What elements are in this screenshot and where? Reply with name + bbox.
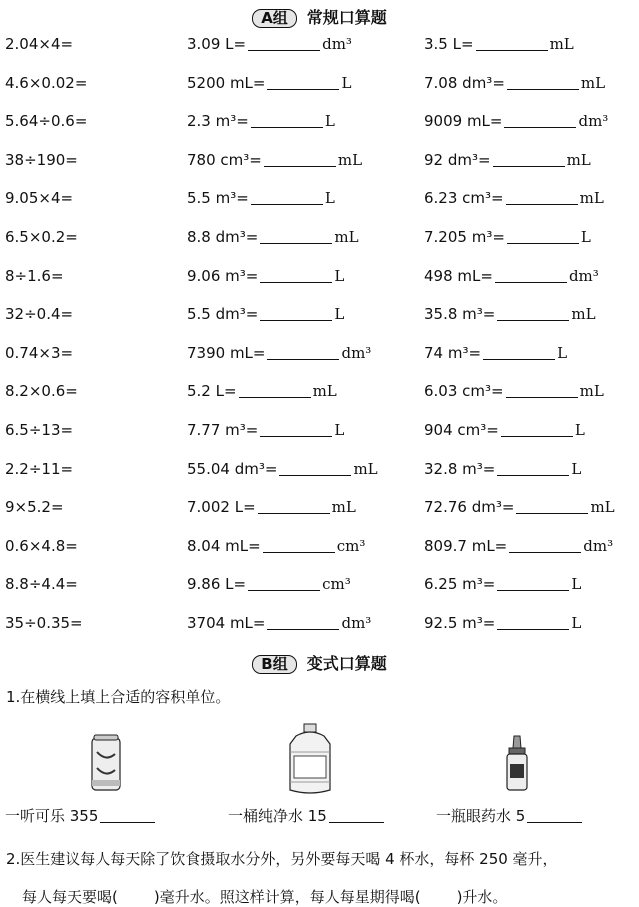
- water-label: 一桶纯净水 15: [228, 807, 327, 825]
- conversion-left: [187, 34, 352, 54]
- conversion-right: [424, 574, 581, 594]
- conversion-left-question: 5.2 L=: [187, 382, 237, 401]
- conversion-left: [187, 459, 378, 479]
- conversion-left-blank[interactable]: [267, 613, 339, 630]
- q2-part-b: )毫升水。照这样计算，每人每星期得喝(: [153, 888, 421, 906]
- exercise-row: [0, 302, 639, 341]
- conversion-left: [187, 420, 344, 440]
- exercise-row: [0, 71, 639, 110]
- conversion-left-question: 9.86 L=: [187, 575, 247, 594]
- conversion-left-blank[interactable]: [248, 34, 320, 51]
- conversion-right: [424, 227, 591, 247]
- exercise-row: [0, 32, 639, 71]
- conversion-left-blank[interactable]: [263, 536, 335, 553]
- cola-answer-blank[interactable]: [100, 806, 155, 823]
- conversion-left-blank[interactable]: [260, 266, 332, 283]
- conversion-left-unit: L: [341, 73, 352, 92]
- conversion-left: [187, 536, 365, 556]
- group-b-title: 变式口算题: [306, 654, 387, 673]
- conversion-right-blank[interactable]: [483, 343, 555, 360]
- conversion-right-blank[interactable]: [501, 420, 573, 437]
- conversion-right-blank[interactable]: [497, 613, 569, 630]
- conversion-left-unit: dm³: [322, 35, 352, 53]
- conversion-left: [187, 266, 344, 286]
- conversion-right-question: 498 mL=: [424, 266, 493, 285]
- conversion-right: [424, 459, 581, 479]
- conversion-right-blank[interactable]: [509, 536, 581, 553]
- conversion-right-unit: mL: [590, 498, 615, 517]
- conversion-right-blank[interactable]: [507, 73, 579, 90]
- conversion-left-blank[interactable]: [239, 381, 311, 398]
- conversion-right-question: 809.7 mL=: [424, 536, 508, 555]
- conversion-left-question: 9.06 m³=: [187, 266, 259, 285]
- exercise-row: [0, 457, 639, 496]
- conversion-right-blank[interactable]: [516, 497, 588, 514]
- conversion-left-blank[interactable]: [251, 111, 323, 128]
- conversion-right-unit: mL: [579, 189, 604, 208]
- eyedrops-answer-blank[interactable]: [527, 806, 582, 823]
- conversion-right-question: 92.5 m³=: [424, 613, 496, 632]
- exercise-row: [0, 379, 639, 418]
- exercise-row: [0, 186, 639, 225]
- conversion-right: [424, 613, 581, 633]
- conversion-right-unit: mL: [579, 382, 604, 401]
- group-a-badge: A组: [252, 9, 297, 28]
- conversion-left-question: 7390 mL=: [187, 343, 266, 362]
- conversion-left: [187, 188, 335, 208]
- conversion-left: [187, 304, 344, 324]
- conversion-right-unit: L: [571, 575, 582, 594]
- conversion-right-blank[interactable]: [497, 459, 569, 476]
- conversion-right-question: 6.23 cm³=: [424, 189, 504, 208]
- conversion-left-unit: L: [334, 266, 345, 285]
- conversion-left: [187, 111, 335, 131]
- conversion-right: [424, 497, 615, 517]
- conversion-right-unit: dm³: [568, 266, 599, 285]
- conversion-left-blank[interactable]: [267, 73, 339, 90]
- conversion-left-unit: mL: [331, 498, 356, 517]
- conversion-right: [424, 266, 599, 286]
- arithmetic-expression: 35÷0.35=: [5, 613, 83, 632]
- conversion-left-unit: cm³: [322, 575, 351, 594]
- arithmetic-expression: 2.2÷11=: [5, 459, 74, 478]
- eyedrops-label: 一瓶眼药水 5: [436, 807, 526, 825]
- group-a-exercises: [0, 32, 639, 650]
- conversion-left-blank[interactable]: [260, 420, 332, 437]
- conversion-left-question: 7.002 L=: [187, 498, 256, 517]
- conversion-right-unit: L: [557, 343, 568, 362]
- conversion-left-blank[interactable]: [267, 343, 339, 360]
- water-answer-blank[interactable]: [329, 806, 384, 823]
- question-1: 1.在横线上填上合适的容积单位。: [6, 688, 231, 706]
- conversion-left-unit: L: [324, 112, 335, 131]
- conversion-right: [424, 381, 604, 401]
- question-2-line-2: [22, 886, 507, 907]
- conversion-right-unit: L: [574, 420, 585, 439]
- conversion-right-question: 35.8 m³=: [424, 305, 496, 324]
- conversion-left: [187, 574, 351, 594]
- conversion-left-unit: L: [334, 420, 345, 439]
- conversion-right: [424, 111, 608, 131]
- conversion-left-unit: cm³: [336, 536, 366, 555]
- conversion-right-question: 32.8 m³=: [424, 459, 496, 478]
- conversion-left: [187, 150, 362, 170]
- conversion-left: [187, 497, 356, 517]
- arithmetic-expression: 6.5÷13=: [5, 420, 74, 439]
- conversion-right: [424, 420, 585, 440]
- arithmetic-expression: 38÷190=: [5, 150, 78, 169]
- conversion-right: [424, 150, 591, 170]
- q2-part-a: 每人每天要喝(: [22, 888, 118, 906]
- conversion-left-unit: dm³: [341, 613, 372, 632]
- conversion-left-unit: mL: [312, 382, 337, 401]
- conversion-left: [187, 343, 371, 363]
- conversion-left-unit: mL: [353, 459, 378, 478]
- conversion-right-question: 3.5 L=: [424, 35, 474, 53]
- conversion-left-blank[interactable]: [260, 227, 332, 244]
- conversion-left-blank[interactable]: [264, 150, 336, 167]
- arithmetic-expression: 8.2×0.6=: [5, 382, 78, 401]
- conversion-left-question: 55.04 dm³=: [187, 459, 278, 478]
- conversion-right-unit: L: [571, 613, 582, 632]
- exercise-row: [0, 341, 639, 380]
- conversion-right-question: 92 dm³=: [424, 150, 491, 169]
- conversion-right-unit: dm³: [578, 112, 609, 131]
- conversion-left-question: 5.5 m³=: [187, 189, 249, 208]
- conversion-left-unit: dm³: [341, 343, 372, 362]
- exercise-row: [0, 225, 639, 264]
- conversion-left-question: 8.8 dm³=: [187, 227, 259, 246]
- conversion-left-unit: L: [324, 189, 335, 208]
- conversion-right-unit: mL: [571, 305, 596, 324]
- conversion-left-question: 3.09 L=: [187, 35, 247, 53]
- arithmetic-expression: 9.05×4=: [5, 189, 74, 208]
- question-1-items: [0, 730, 639, 830]
- exercise-row: [0, 572, 639, 611]
- conversion-right: [424, 536, 613, 556]
- arithmetic-expression: 5.64÷0.6=: [5, 112, 88, 131]
- cola-label: 一听可乐 355: [5, 807, 99, 825]
- exercise-row: [0, 534, 639, 573]
- conversion-left-question: 3704 mL=: [187, 613, 266, 632]
- conversion-right-blank[interactable]: [493, 150, 565, 167]
- conversion-left: [187, 73, 351, 93]
- conversion-left: [187, 613, 371, 633]
- group-a-title: 常规口算题: [306, 8, 387, 27]
- arithmetic-expression: 2.04×4=: [5, 35, 74, 53]
- conversion-left-question: 5200 mL=: [187, 73, 266, 92]
- conversion-right-unit: mL: [580, 73, 606, 92]
- arithmetic-expression: 4.6×0.02=: [5, 73, 88, 92]
- conversion-left: [187, 381, 337, 401]
- eye-drops-icon: [504, 734, 530, 794]
- conversion-left-unit: mL: [334, 227, 359, 246]
- conversion-right-unit: L: [571, 459, 582, 478]
- conversion-right-question: 904 cm³=: [424, 420, 499, 439]
- exercise-row: [0, 611, 639, 650]
- conversion-right-blank[interactable]: [497, 304, 569, 321]
- group-b-badge: B组: [252, 655, 296, 674]
- cola-can-icon: [89, 734, 123, 794]
- conversion-right-blank[interactable]: [507, 227, 579, 244]
- eyedrops-caption: [436, 805, 584, 826]
- cola-caption: [5, 805, 157, 826]
- conversion-right-unit: mL: [549, 35, 574, 53]
- exercise-row: [0, 264, 639, 303]
- exercise-row: [0, 418, 639, 457]
- arithmetic-expression: 0.6×4.8=: [5, 536, 78, 555]
- arithmetic-expression: 6.5×0.2=: [5, 227, 78, 246]
- conversion-left-blank[interactable]: [248, 574, 320, 591]
- conversion-left-blank[interactable]: [251, 188, 323, 205]
- conversion-right-blank[interactable]: [506, 188, 578, 205]
- conversion-right-question: 7.205 m³=: [424, 227, 505, 246]
- arithmetic-expression: 8.8÷4.4=: [5, 575, 78, 594]
- conversion-right-unit: L: [580, 227, 591, 246]
- group-b-header: [0, 651, 639, 674]
- arithmetic-expression: 0.74×3=: [5, 343, 74, 362]
- exercise-row: [0, 495, 639, 534]
- conversion-left: [187, 227, 359, 247]
- q2-part-c: )升水。: [456, 888, 508, 906]
- question-2-line-1: 2.医生建议每人每天除了饮食摄取水分外，另外要每天喝 4 杯水，每杯 250 毫升，: [6, 850, 558, 868]
- arithmetic-expression: 9×5.2=: [5, 498, 64, 517]
- conversion-right-blank[interactable]: [476, 34, 548, 51]
- conversion-left-blank[interactable]: [258, 497, 330, 514]
- conversion-right: [424, 343, 567, 363]
- conversion-right: [424, 73, 605, 93]
- arithmetic-expression: 32÷0.4=: [5, 305, 74, 324]
- conversion-right-question: 6.25 m³=: [424, 575, 496, 594]
- conversion-right: [424, 304, 596, 324]
- conversion-left-unit: mL: [337, 150, 363, 169]
- conversion-left-question: 2.3 m³=: [187, 112, 249, 131]
- conversion-left-question: 780 cm³=: [187, 150, 262, 169]
- conversion-right-question: 72.76 dm³=: [424, 498, 515, 517]
- conversion-left-question: 8.04 mL=: [187, 536, 261, 555]
- conversion-right-question: 7.08 dm³=: [424, 73, 505, 92]
- arithmetic-expression: 8÷1.6=: [5, 266, 64, 285]
- water-bottle-icon: [286, 722, 334, 796]
- conversion-left-question: 7.77 m³=: [187, 420, 259, 439]
- conversion-left-blank[interactable]: [260, 304, 332, 321]
- water-caption: [228, 805, 386, 826]
- conversion-right-blank[interactable]: [506, 381, 578, 398]
- exercise-row: [0, 148, 639, 187]
- exercise-row: [0, 109, 639, 148]
- conversion-right-question: 74 m³=: [424, 343, 482, 362]
- group-a-header: [0, 5, 639, 28]
- conversion-right-unit: dm³: [583, 536, 614, 555]
- conversion-left-question: 5.5 dm³=: [187, 305, 259, 324]
- conversion-right-blank[interactable]: [504, 111, 576, 128]
- conversion-right-question: 9009 mL=: [424, 112, 503, 131]
- conversion-left-unit: L: [334, 305, 345, 324]
- conversion-right-question: 6.03 cm³=: [424, 382, 504, 401]
- conversion-right-unit: mL: [566, 150, 591, 169]
- conversion-right-blank[interactable]: [497, 574, 569, 591]
- conversion-right: [424, 34, 574, 54]
- conversion-left-blank[interactable]: [279, 459, 351, 476]
- conversion-right: [424, 188, 604, 208]
- conversion-right-blank[interactable]: [495, 266, 567, 283]
